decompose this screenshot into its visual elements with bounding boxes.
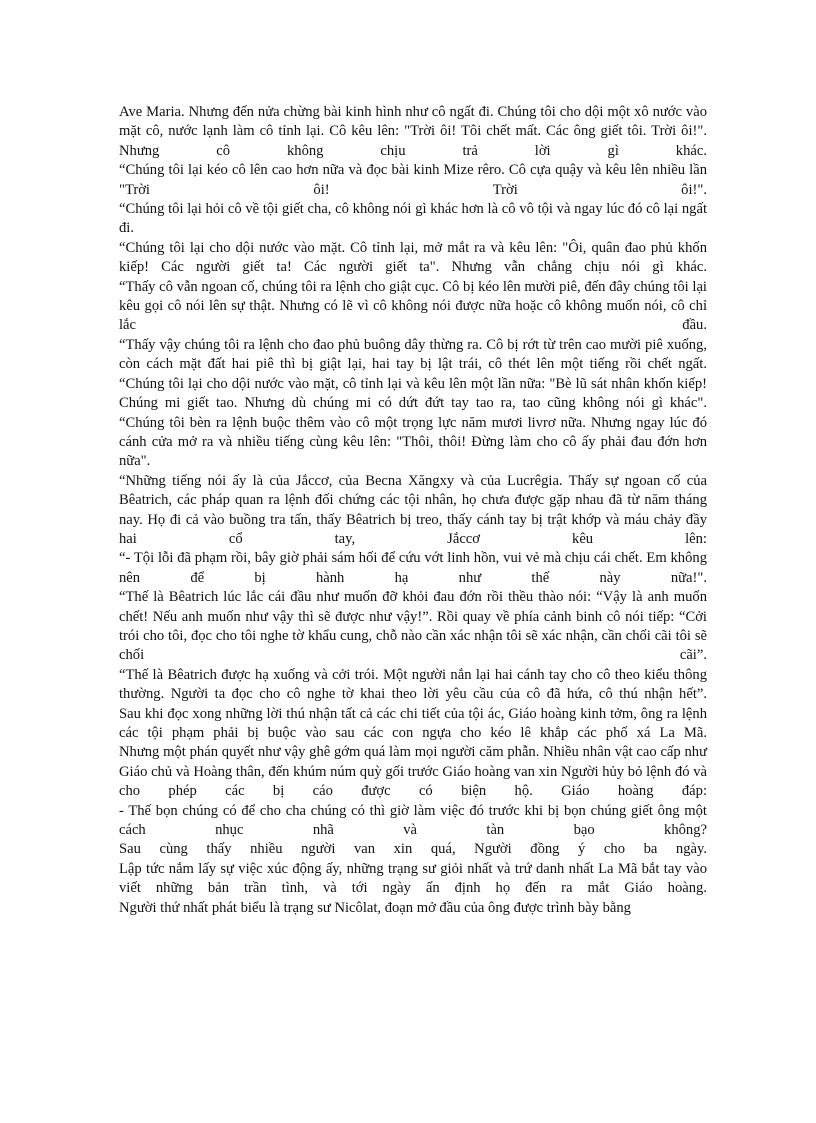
paragraph: “Thấy vậy chúng tôi ra lệnh cho đao phủ buông dây thừng ra. Cô bị rớt từ trên cao mười piê xuống, còn cách mặt đất hai piê thì bị giật lại, hai tay bị lật trái, cô thét lên một tiếng rồi chết ngất. [119,336,707,373]
paragraph: “Chúng tôi lại hỏi cô về tội giết cha, cô không nói gì khác hơn là cô vô tội và ngay lúc đó cô lại ngất đi. [119,201,707,237]
paragraph: Lập tức nắm lấy sự việc xúc động ấy, những trạng sư giỏi nhất và trứ danh nhất La Mã bắt tay vào viết những bản trần tình, và tới ngày ấn định họ đến ra mắt Giáo hoàng. [119,860,707,897]
paragraph: “- Tội lỗi đã phạm rồi, bây giờ phải sám hối để cứu vớt linh hồn, vui vẻ mà chịu cái chết. Em không nên để bị hành hạ như thế này nữa!". [119,550,707,586]
paragraph: “Thế là Bêatrich lúc lắc cái đầu như muốn đỡ khỏi đau đớn rồi thều thào nói: “Vậy là anh muốn chết! Nếu anh muốn như vậy thì sẽ được như vậy!”. Rồi quay về phía cảnh binh cô nói tiếp: “Cởi trói cho tôi, đọc cho tôi nghe tờ khẩu cung, chỗ nào cần xác nhận tôi sẽ xác nhận, cần chối cãi tôi sẽ chối cãi”. [119,589,707,664]
document-page [119,103,707,918]
paragraph: “Những tiếng nói ấy là của Jắccơ, của Becna Xăngxy và của Lucrêgia. Thấy sự ngoan cố của Bêatrich, các pháp quan ra lệnh đối chứng các tội nhân, họ chưa được gặp nhau đã từ năm tháng nay. Họ đi cả vào buồng tra tấn, thấy Bêatrich bị treo, thấy cánh tay bị trật khớp và máu chảy đầy hai cổ tay, Jắccơ kêu lên: [119,472,707,547]
paragraph: Ave Maria. Nhưng đến nửa chừng bài kinh hình như cô ngất đi. Chúng tôi cho dội một xô nước vào mặt cô, nước lạnh làm cô tỉnh lại. Cô kêu lên: "Trời ôi! Tôi chết mất. Các ông giết tôi. Trời ôi!". Nhưng cô không chịu trả lời gì khác. [119,104,707,159]
paragraph: Nhưng một phán quyết như vậy ghê gớm quá làm mọi người căm phẫn. Nhiều nhân vật cao cấp như Giáo chủ và Hoàng thân, đến khúm núm quỳ gối trước Giáo hoàng van xin Người hủy bỏ lệnh đó và cho phép các bị cáo được có biện hộ. Giáo hoàng đáp: [119,744,707,800]
paragraph: “Chúng tôi lại cho dội nước vào mặt. Cô tỉnh lại, mở mắt ra và kêu lên: "Ôi, quân đao phủ khốn kiếp! Các người giết ta! Các người giết ta". Nhưng vẫn chẳng chịu nói gì khác. [119,239,707,276]
paragraph: Sau khi đọc xong những lời thú nhận tất cả các chi tiết của tội ác, Giáo hoàng kinh tởm, ông ra lệnh các tội phạm phải bị buộc vào sau các con ngựa cho kéo lê khắp các phố xá La Mã. [119,705,707,741]
paragraph: “Thấy cô vẫn ngoan cố, chúng tôi ra lệnh cho giật cục. Cô bị kéo lên mười piê, đến đây chúng tôi lại kêu gọi cô nói lên sự thật. Nhưng có lẽ vì cô không nói được nữa hoặc cô không muốn nói, cô chỉ lắc đầu. [119,278,707,334]
paragraph: Người thứ nhất phát biểu là trạng sư Nicôlat, đoạn mở đầu của ông được trình bày bằng [119,899,631,916]
paragraph: - Thế bọn chúng có để cho cha chúng có thì giờ làm việc đó trước khi bị bọn chúng giết ông một cách nhục nhã và tàn bạo không? [119,802,707,839]
paragraph: “Chúng tôi bèn ra lệnh buộc thêm vào cô một trọng lực năm mươi livrơ nữa. Nhưng ngay lúc đó cánh cửa mở ra và nhiều tiếng cùng kêu lên: "Thôi, thôi! Đừng làm cho cô ấy phải đau đớn hơn nữa". [119,414,707,470]
paragraph: “Thế là Bêatrich được hạ xuống và cởi trói. Một người nắn lại hai cánh tay cho cô theo kiểu thông thường. Người ta đọc cho cô nghe tờ khai theo lời yêu cầu của cô đã hứa, cô thú nhận hết”. [119,666,707,703]
paragraph: “Chúng tôi lại cho dội nước vào mặt, cô tỉnh lại và kêu lên một lần nữa: "Bè lũ sát nhân khốn kiếp! Chúng mi giết tao. Nhưng dù chúng mi có dứt đứt tay tao ra, tao cũng không nói gì khác". [119,375,707,412]
paragraph: Sau cùng thấy nhiều người van xin quá, Người đồng ý cho ba ngày. [119,841,707,858]
paragraph: “Chúng tôi lại kéo cô lên cao hơn nữa và đọc bài kinh Mize rêro. Cô cựa quậy và kêu lên nhiều lần "Trời ôi! Trời ôi!". [119,162,707,198]
